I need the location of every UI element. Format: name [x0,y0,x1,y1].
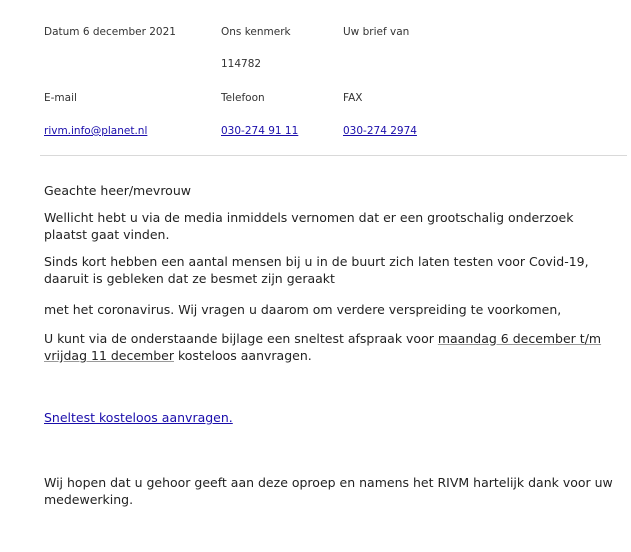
paragraph-media: Wellicht hebt u via de media inmiddels vernomen dat er een grootschalig onderzoek plaatst gaat vinden. [44,210,574,242]
your-letter-label: Uw brief van [343,26,410,38]
email-link[interactable]: rivm.info@planet.nl [44,125,148,137]
fax-link[interactable]: 030-274 2974 [343,125,417,137]
appointment-dates: maandag 6 december t/m vrijdag 11 december [44,331,602,363]
paragraph-appointment [44,330,619,364]
appointment-text-start: U kunt via de onderstaande bijlage een sneltest afspraak voor [44,331,438,346]
letter-body [44,182,619,508]
our-reference-value: 114782 [221,58,262,70]
paragraph-tested: Sinds kort hebben een aantal mensen bij u in de buurt zich laten testen voor Covid-19, daaruit is gebleken dat ze besmet zijn geraakt [44,254,589,286]
salutation: Geachte heer/mevrouw [44,183,191,198]
cta-paragraph [44,409,619,426]
letter-date: Datum 6 december 2021 [44,26,176,38]
phone-label: Telefoon [221,92,265,104]
request-sneltest-link[interactable]: Sneltest kosteloos aanvragen. [44,410,233,425]
email-label: E-mail [44,92,77,104]
fax-label: FAX [343,92,363,104]
paragraph-coronavirus: met het coronavirus. Wij vragen u daarom om verdere verspreiding te voorkomen, [44,302,562,317]
appointment-text-end: kosteloos aanvragen. [174,348,312,363]
our-reference-label: Ons kenmerk [221,26,291,38]
letter-header [0,0,631,160]
paragraph-thanks: Wij hopen dat u gehoor geeft aan deze oproep en namens het RIVM hartelijk dank voor uw medewerking. [44,475,613,507]
phone-link[interactable]: 030-274 91 11 [221,125,299,137]
header-divider [40,155,627,156]
